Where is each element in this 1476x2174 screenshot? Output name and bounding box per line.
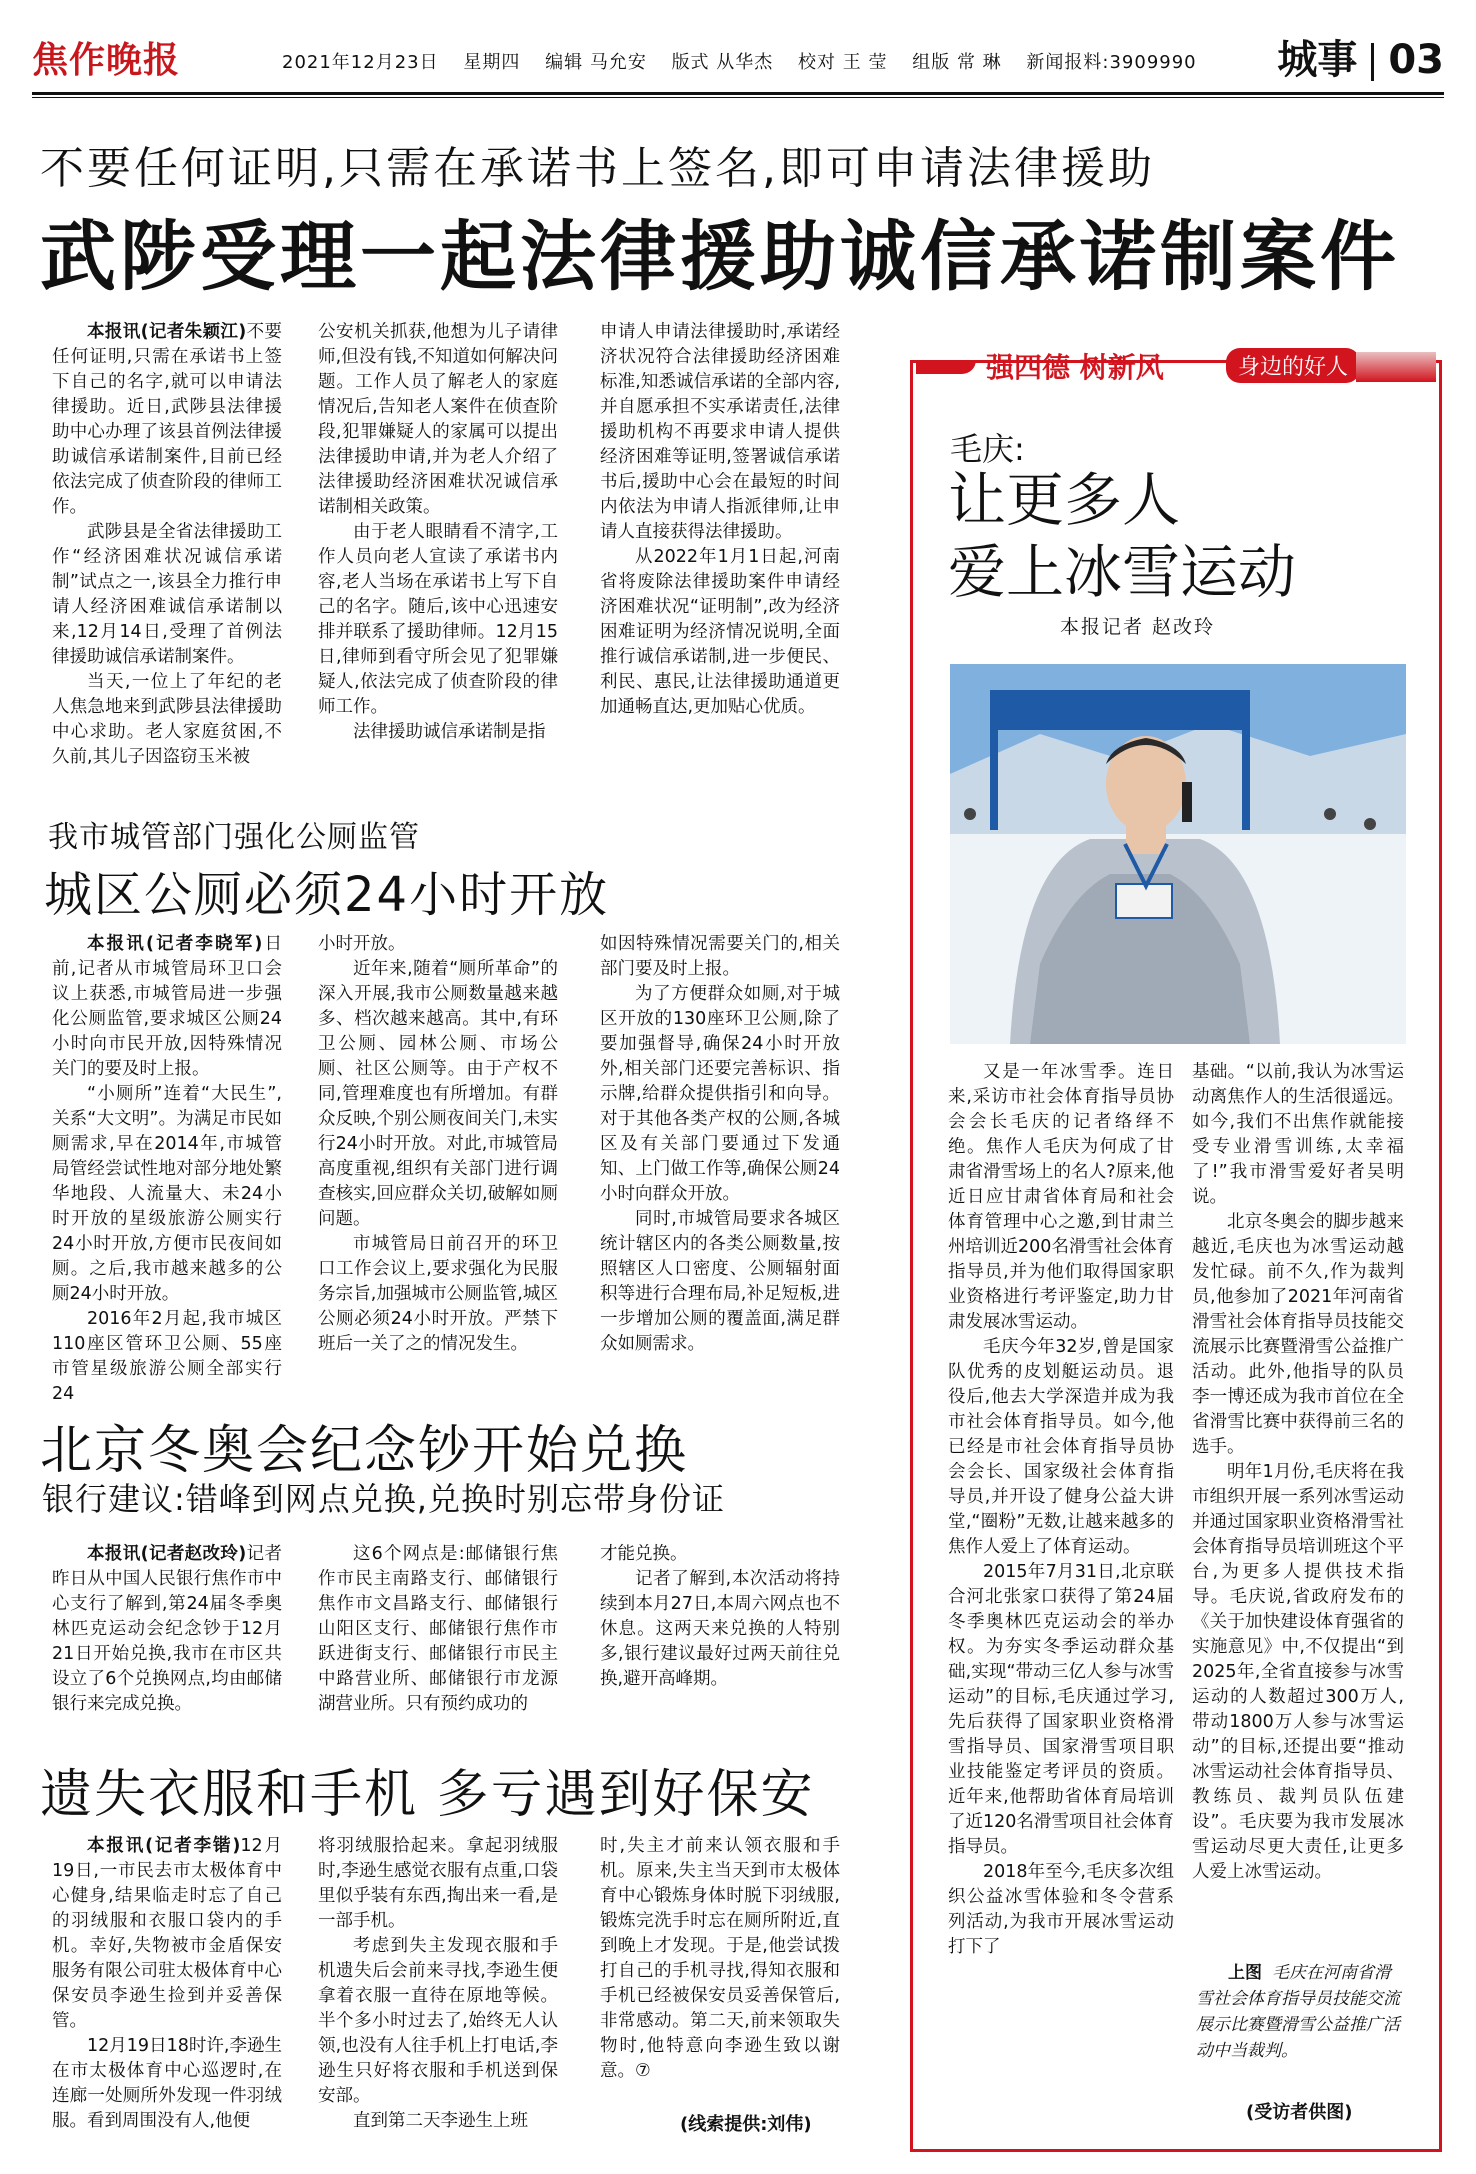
story1-col1-p3: 当天,一位上了年纪的老人焦急地来到武陟县法律援助中心求助。老人家庭贫困,不久前,其儿子因盗窃玉米被 <box>52 672 282 767</box>
story2-col3-p1: 如因特殊情况需要关门的,相关部门要及时上报。 <box>600 934 840 979</box>
story1-lead: 本报讯(记者朱颖江) <box>87 322 247 342</box>
feature-banner <box>916 338 1436 396</box>
issue-weekday: 星期四 <box>463 52 521 73</box>
story2-headline: 城区公厕必须24小时开放 <box>44 867 610 923</box>
banner-skyline <box>1356 352 1436 382</box>
section-label <box>1277 28 1444 85</box>
story1-column-2 <box>318 320 558 745</box>
story1-headline: 武陟受理一起法律援助诚信承诺制案件 <box>40 212 1400 301</box>
story4-col1-p1: 12月19日,一市民去市太极体育中心健身,结果临走时忘了自己的羽绒服和衣服口袋内的手机。幸好,失物被市金盾保安服务有限公司驻太极体育中心保安员李逊生捡到并妥善保管。 <box>52 1836 282 2031</box>
feature-photo-credit: (受访者供图) <box>1246 2102 1353 2123</box>
story3-col2-p1: 这6个网点是:邮储银行焦作市民主南路支行、邮储银行焦作市文昌路支行、邮储银行山阳区支行、邮储银行焦作市跃进街支行、邮储银行市民主中路营业所、邮储银行市龙源湖营业所。只有预约成功的 <box>318 1544 558 1714</box>
feature-col1-p2: 毛庆今年32岁,曾是国家队优秀的皮划艇运动员。退役后,他去大学深造并成为我市社会体育指导员。如今,他已经是市社会体育指导员协会会长、国家级社会体育指导员,并开设了健身公益大讲堂,“圈粉”无数,让越来越多的焦作人爱上了体育运动。 <box>948 1337 1174 1557</box>
story4-column-2 <box>318 1834 558 2134</box>
story2-col2-p1: 小时开放。 <box>318 934 406 954</box>
story1-column-3 <box>600 320 840 720</box>
story1-col2-p3: 法律援助诚信承诺制是指 <box>353 722 546 742</box>
feature-col1-p1: 又是一年冰雪季。连日来,采访市社会体育指导员协会会长毛庆的记者络绎不绝。焦作人毛庆为何成了甘肃省滑雪场上的名人?原来,他近日应甘肃省体育局和社会体育管理中心之邀,到甘肃兰州培训近200名滑雪社会体育指导员,并为他们取得国家职业资格进行考评鉴定,助力甘肃发展冰雪运动。 <box>948 1062 1174 1332</box>
story2-column-2 <box>318 932 558 1357</box>
feature-photo <box>950 664 1406 1044</box>
masthead-meta <box>282 48 1215 74</box>
story2-column-1 <box>52 932 282 1407</box>
story3-column-2 <box>318 1542 558 1717</box>
proof-credit: 校对 王 莹 <box>798 52 888 73</box>
caption-lead: 上图 <box>1228 1963 1262 1983</box>
story3-column-1 <box>52 1542 282 1717</box>
story2-column-3 <box>600 932 840 1357</box>
story1-col1-p1: 不要任何证明,只需在承诺书上签下自己的名字,就可以申请法律援助。近日,武陟县法律援助中心办理了该县首例法律援助诚信承诺制案件,目前已经依法完成了侦查阶段的律师工作。 <box>52 322 283 517</box>
page-number: 03 <box>1388 37 1444 83</box>
feature-title <box>948 464 1296 608</box>
story3-col3-p1: 才能兑换。 <box>600 1544 688 1564</box>
pagegroup-credit: 组版 常 琳 <box>912 52 1002 73</box>
masthead <box>32 28 1444 88</box>
story4-credit: (线索提供:刘伟) <box>680 2114 812 2135</box>
feature-title-line2: 爱上冰雪运动 <box>948 538 1297 606</box>
story2-col3-p2: 为了方便群众如厕,对于城区开放的130座环卫公厕,除了要加强督导,确保24小时开放外,相关部门还要完善标识、指示牌,给群众提供指引和向导。对于其他各类产权的公厕,各城区及有关部门要通过下发通知、上门做工作等,确保公厕24小时向群众开放。 <box>600 984 840 1204</box>
story3-subhead: 银行建议:错峰到网点兑换,兑换时别忘带身份证 <box>42 1480 725 1518</box>
story2-lead: 本报讯(记者李晓军) <box>87 934 263 954</box>
story3-column-3 <box>600 1542 840 1692</box>
issue-date: 2021年12月23日 <box>282 52 439 73</box>
story2-col3-p3: 同时,市城管局要求各城区统计辖区内的各类公厕数量,按照辖区人口密度、公厕辐射面积等进行合理布局,补足短板,进一步增加公厕的覆盖面,满足群众如厕需求。 <box>600 1209 840 1354</box>
story4-col3-p1: 时,失主才前来认领衣服和手机。原来,失主当天到市太极体育中心锻炼身体时脱下羽绒服,锻炼完洗手时忘在厕所附近,直到晚上才发现。于是,他尝试拨打自己的手机寻找,得知衣服和手机已经被保安员妥善保管后,非常感动。第二天,前来领取失物时,他特意向李逊生致以谢意。⑦ <box>600 1836 840 2081</box>
story4-lead: 本报讯(记者李锴) <box>87 1836 241 1856</box>
story1-column-1 <box>52 320 282 770</box>
banner-slogan: 强四德 树新风 <box>986 351 1164 384</box>
feature-title-line1: 让更多人 <box>948 466 1181 534</box>
feature-column-2 <box>1192 1060 1404 1885</box>
layout-credit: 版式 从华杰 <box>671 52 774 73</box>
story1-col3-p2: 从2022年1月1日起,河南省将废除法律援助案件申请经济困难状况“证明制”,改为经济困难证明为经济情况说明,全面推行诚信承诺制,进一步便民、利民、惠民,让法律援助通道更加通畅直达,更加贴心优质。 <box>600 547 840 717</box>
banner-ribbon <box>916 360 976 374</box>
news-hotline: 新闻报料:3909990 <box>1026 52 1197 73</box>
newspaper-logo: 焦作晚报 <box>32 39 181 81</box>
story4-column-1 <box>52 1834 282 2134</box>
story4-col2-p3: 直到第二天李逊生上班 <box>353 2111 528 2131</box>
feature-col2-p3: 明年1月份,毛庆将在我市组织开展一系列冰雪运动并通过国家职业资格滑雪社会体育指导员培训班这个平台,为更多人提供技术指导。毛庆说,省政府发布的《关于加快建设体育强省的实施意见》中,不仅提出“到2025年,全省直接参与冰雪运动的人数超过300万人,带动1800万人参与冰雪运动”的目标,还提出要“推动冰雪运动社会体育指导员、教练员、裁判员队伍建设”。毛庆要为我市发展冰雪运动尽更大责任,让更多人爱上冰雪运动。 <box>1192 1462 1404 1882</box>
story4-col2-p1: 将羽绒服拾起来。拿起羽绒服时,李逊生感觉衣服有点重,口袋里似乎装有东西,掏出来一看,是一部手机。 <box>318 1836 558 1931</box>
story4-column-3 <box>600 1834 840 2084</box>
story1-col2-p2: 由于老人眼睛看不清字,工作人员向老人宣读了承诺书内容,老人当场在承诺书上写下自己的名字。随后,该中心迅速安排并联系了援助律师。12月15日,律师到看守所会见了犯罪嫌疑人,依法完成了侦查阶段的律师工作。 <box>318 522 558 717</box>
feature-col2-p1: 基础。“以前,我认为冰雪运动离焦作人的生活很遥远。如今,我们不出焦作就能接受专业滑雪训练,太幸福了!”我市滑雪爱好者吴明说。 <box>1192 1062 1404 1207</box>
story4-col1-p2: 12月19日18时许,李逊生在市太极体育中心巡逻时,在连廊一处厕所外发现一件羽绒服。看到周围没有人,他便 <box>52 2036 282 2131</box>
skier-photo-illustration <box>950 664 1406 1044</box>
story2-col1-p2: “小厕所”连着“大民生”,关系“大文明”。为满足市民如厕需求,早在2014年,市城管局管经尝试性地对部分地处繁华地段、人流量大、未24小时开放的星级旅游公厕实行24小时开放,方便市民夜间如厕。之后,我市越来越多的公厕24小时开放。 <box>52 1084 282 1304</box>
story3-lead: 本报讯(记者赵改玲) <box>87 1544 247 1564</box>
feature-photo-caption <box>1196 1960 1402 2064</box>
story2-col1-p3: 2016年2月起,我市城区110座区管环卫公厕、55座市管星级旅游公厕全部实行24 <box>52 1309 282 1404</box>
feature-byline: 本报记者 赵改玲 <box>1060 616 1216 638</box>
story1-col3-p1: 申请人申请法律援助时,承诺经济状况符合法律援助经济困难标准,知悉诚信承诺的全部内容,并自愿承担不实承诺责任,法律援助机构不再要求申请人提供经济困难等证明,签署诚信承诺书后,援助中心会在最短的时间内依法为申请人指派律师,让申请人直接获得法律援助。 <box>600 322 840 542</box>
feature-col1-p4: 2018年至今,毛庆多次组织公益冰雪体验和冬令营系列活动,为我市开展冰雪运动打下了 <box>948 1862 1174 1957</box>
story2-col1-p1: 日前,记者从市城管局环卫口会议上获悉,市城管局进一步强化公厕监管,要求城区公厕24小时向市民开放,因特殊情况关门的要及时上报。 <box>52 934 283 1079</box>
story4-headline: 遗失衣服和手机 多亏遇到好保安 <box>40 1765 815 1825</box>
story2-col2-p3: 市城管局日前召开的环卫口工作会议上,要求强化为民服务宗旨,加强城市公厕监管,城区公厕必须24小时开放。严禁下班后一关了之的情况发生。 <box>318 1234 558 1354</box>
section-divider <box>1371 43 1374 81</box>
story2-kicker: 我市城管部门强化公厕监管 <box>48 820 420 855</box>
feature-col1-p3: 2015年7月31日,北京联合河北张家口获得了第24届冬季奥林匹克运动会的举办权。为夯实冬季运动群众基础,实现“带动三亿人参与冰雪运动”的目标,毛庆通过学习,先后获得了国家职业资格滑雪指导员、国家滑雪项目职业技能鉴定考评员的资质。近年来,他帮助省体育局培训了近120名滑雪项目社会体育指导员。 <box>948 1562 1174 1857</box>
story1-col2-p1: 公安机关抓获,他想为儿子请律师,但没有钱,不知道如何解决问题。工作人员了解老人的家庭情况后,告知老人案件在侦查阶段,犯罪嫌疑人的家属可以提出法律援助申请,并为老人介绍了法律援助经济困难状况诚信承诺制相关政策。 <box>318 322 558 517</box>
editor-credit: 编辑 马允安 <box>545 52 647 73</box>
story3-headline: 北京冬奥会纪念钞开始兑换 <box>40 1421 689 1481</box>
story3-col1-p1: 记者昨日从中国人民银行焦作市中心支行了解到,第24届冬季奥林匹克运动会纪念钞于12月21日开始兑换,我市在市区共设立了6个兑换网点,均由邮储银行来完成兑换。 <box>52 1544 283 1714</box>
story1-col1-p2: 武陟县是全省法律援助工作“经济困难状况诚信承诺制”试点之一,该县全力推行申请人经济困难诚信承诺制以来,12月14日,受理了首例法律援助诚信承诺制案件。 <box>52 522 282 667</box>
feature-kicker: 毛庆: <box>950 430 1025 468</box>
banner-tag: 身边的好人 <box>1226 348 1360 383</box>
story3-col3-p2: 记者了解到,本次活动将持续到本月27日,本周六网点也不休息。这两天来兑换的人特别多,银行建议最好过两天前往兑换,避开高峰期。 <box>600 1569 840 1689</box>
feature-column-1 <box>948 1060 1174 1960</box>
feature-col2-p2: 北京冬奥会的脚步越来越近,毛庆也为冰雪运动越发忙碌。前不久,作为裁判员,他参加了2021年河南省滑雪社会体育指导员技能交流展示比赛暨滑雪公益推广活动。此外,他指导的队员李一博还成为我市首位在全省滑雪比赛中获得前三名的选手。 <box>1192 1212 1404 1457</box>
caption-text: 毛庆在河南省滑雪社会体育指导员技能交流展示比赛暨滑雪公益推广活动中当裁判。 <box>1196 1963 1400 2061</box>
masthead-rule <box>32 92 1444 95</box>
story2-col2-p2: 近年来,随着“厕所革命”的深入开展,我市公厕数量越来越多、档次越来越高。其中,有环卫公厕、园林公厕、市场公厕、社区公厕等。由于产权不同,管理难度也有所增加。有群众反映,个别公厕夜间关门,未实行24小时开放。对此,市城管局高度重视,组织有关部门进行调查核实,回应群众关切,破解如厕问题。 <box>318 959 558 1229</box>
masthead-rule-thin <box>32 97 1444 98</box>
section-name: 城事 <box>1277 37 1358 83</box>
story4-col2-p2: 考虑到失主发现衣服和手机遗失后会前来寻找,李逊生便拿着衣服一直待在原地等候。半个多小时过去了,始终无人认领,也没有人往手机上打电话,李逊生只好将衣服和手机送到保安部。 <box>318 1936 558 2106</box>
story1-kicker: 不要任何证明,只需在承诺书上签名,即可申请法律援助 <box>40 143 1155 194</box>
